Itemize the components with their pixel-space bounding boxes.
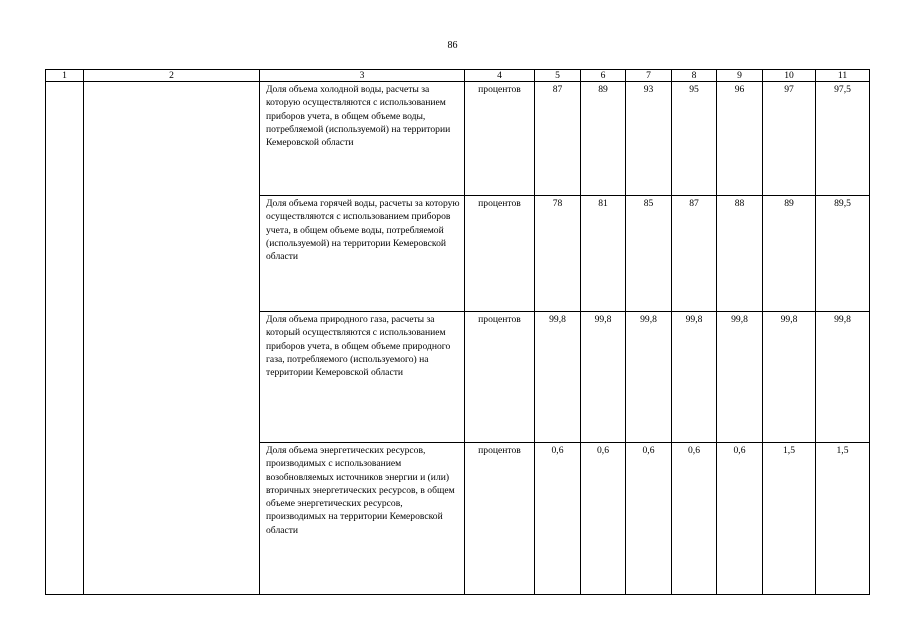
header-row xyxy=(46,70,870,82)
header-cell-8: 8 xyxy=(672,70,717,82)
value-cell: 99,8 xyxy=(763,312,816,443)
indicator-description: Доля объема природного газа, расчеты за который осуществляются с использованием приборов учета, в общем объеме природного газа, потребляемого (используемого) на территории Кемеровской области xyxy=(260,312,465,443)
value-cell: 0,6 xyxy=(672,443,717,595)
indicator-description: Доля объема горячей воды, расчеты за которую осуществляются с использованием приборов учета, в общем объеме воды, потребляемой (используемой) на территории Кемеровской области xyxy=(260,196,465,312)
value-cell: 97,5 xyxy=(816,82,870,196)
value-cell: 1,5 xyxy=(816,443,870,595)
value-cell: 99,8 xyxy=(717,312,763,443)
value-cell: 0,6 xyxy=(535,443,581,595)
value-cell: 89 xyxy=(581,82,626,196)
indicator-table xyxy=(45,69,870,595)
value-cell: 0,6 xyxy=(626,443,672,595)
value-cell: 85 xyxy=(626,196,672,312)
value-cell: 88 xyxy=(717,196,763,312)
page-number: 86 xyxy=(447,40,458,51)
value-cell: 0,6 xyxy=(581,443,626,595)
value-cell: 87 xyxy=(672,196,717,312)
value-cell: 99,8 xyxy=(626,312,672,443)
unit-cell: процентов xyxy=(465,196,535,312)
col1-merged-cell xyxy=(46,82,84,595)
value-cell: 81 xyxy=(581,196,626,312)
indicator-description: Доля объема холодной воды, расчеты за которую осуществляются с использованием приборов учета, в общем объеме воды, потребляемой (используемой) на территории Кемеровской области xyxy=(260,82,465,196)
header-cell-7: 7 xyxy=(626,70,672,82)
value-cell: 95 xyxy=(672,82,717,196)
value-cell: 99,8 xyxy=(816,312,870,443)
unit-cell: процентов xyxy=(465,443,535,595)
header-cell-3: 3 xyxy=(260,70,465,82)
header-cell-9: 9 xyxy=(717,70,763,82)
col2-merged-cell xyxy=(84,82,260,595)
table-row xyxy=(46,82,870,196)
value-cell: 99,8 xyxy=(581,312,626,443)
value-cell: 99,8 xyxy=(535,312,581,443)
value-cell: 96 xyxy=(717,82,763,196)
value-cell: 78 xyxy=(535,196,581,312)
header-cell-11: 11 xyxy=(816,70,870,82)
value-cell: 89 xyxy=(763,196,816,312)
table-header xyxy=(46,70,870,82)
unit-cell: процентов xyxy=(465,312,535,443)
indicator-description: Доля объема энергетических ресурсов, производимых с использованием возобновляемых источников энергии и (или) вторичных энергетических ресурсов, в общем объеме энергетических ресурсов, производимых на территории Кемеровской области xyxy=(260,443,465,595)
header-cell-4: 4 xyxy=(465,70,535,82)
value-cell: 1,5 xyxy=(763,443,816,595)
value-cell: 89,5 xyxy=(816,196,870,312)
value-cell: 97 xyxy=(763,82,816,196)
value-cell: 87 xyxy=(535,82,581,196)
value-cell: 99,8 xyxy=(672,312,717,443)
header-cell-5: 5 xyxy=(535,70,581,82)
value-cell: 0,6 xyxy=(717,443,763,595)
header-cell-6: 6 xyxy=(581,70,626,82)
value-cell: 93 xyxy=(626,82,672,196)
unit-cell: процентов xyxy=(465,82,535,196)
header-cell-1: 1 xyxy=(46,70,84,82)
header-cell-10: 10 xyxy=(763,70,816,82)
header-cell-2: 2 xyxy=(84,70,260,82)
